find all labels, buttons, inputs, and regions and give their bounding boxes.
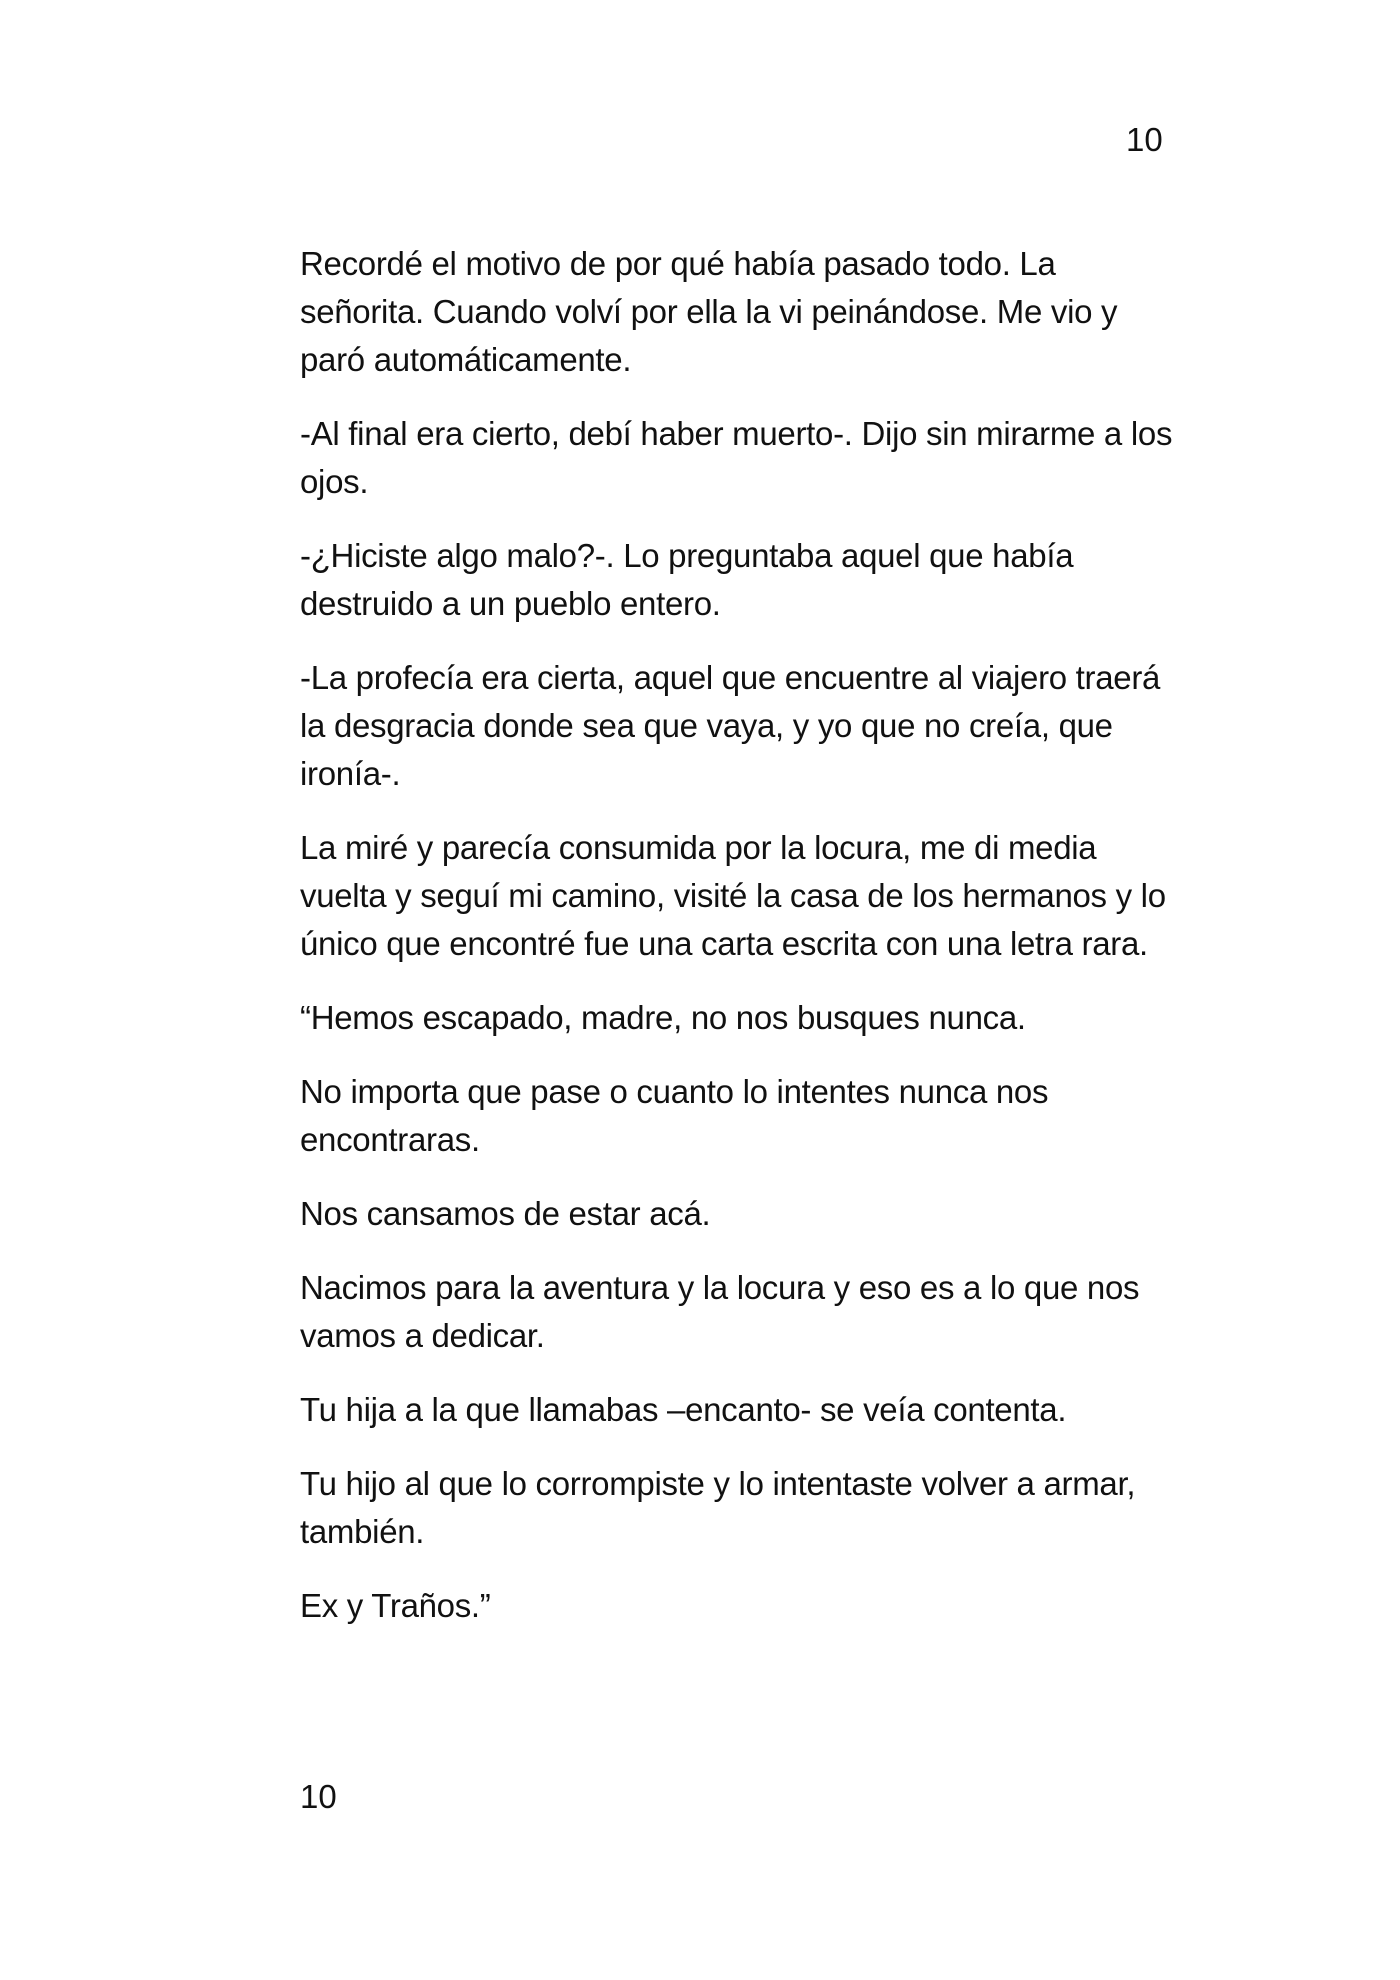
paragraph: Ex y Traños.”: [300, 1587, 491, 1624]
paragraph: No importa que pase o cuanto lo intentes nunca nos encontraras.: [300, 1073, 1049, 1158]
page-number-top: 10: [1126, 121, 1163, 158]
paragraph: Tu hijo al que lo corrompiste y lo intentaste volver a armar, también.: [300, 1465, 1136, 1550]
paragraph: -¿Hiciste algo malo?-. Lo preguntaba aquel que había destruido a un pueblo entero.: [300, 537, 1074, 622]
paragraph: Recordé el motivo de por qué había pasado todo. La señorita. Cuando volví por ella la vi peinándose. Me vio y paró automáticamente.: [300, 245, 1118, 378]
paragraph: La miré y parecía consumida por la locura, me di media vuelta y seguí mi camino, visité la casa de los hermanos y lo único que encontré fue una carta escrita con una letra rara.: [300, 829, 1166, 962]
paragraph: Nos cansamos de estar acá.: [300, 1195, 711, 1232]
page-number-bottom: 10: [300, 1778, 337, 1815]
body-text: [300, 240, 1180, 1656]
paragraph: -La profecía era cierta, aquel que encuentre al viajero traerá la desgracia donde sea que vaya, y yo que no creía, que ironía-.: [300, 659, 1161, 792]
paragraph: Nacimos para la aventura y la locura y eso es a lo que nos vamos a dedicar.: [300, 1269, 1140, 1354]
paragraph: Tu hija a la que llamabas –encanto- se veía contenta.: [300, 1391, 1067, 1428]
paragraph: “Hemos escapado, madre, no nos busques nunca.: [300, 999, 1026, 1036]
paragraph: -Al final era cierto, debí haber muerto-. Dijo sin mirarme a los ojos.: [300, 415, 1173, 500]
